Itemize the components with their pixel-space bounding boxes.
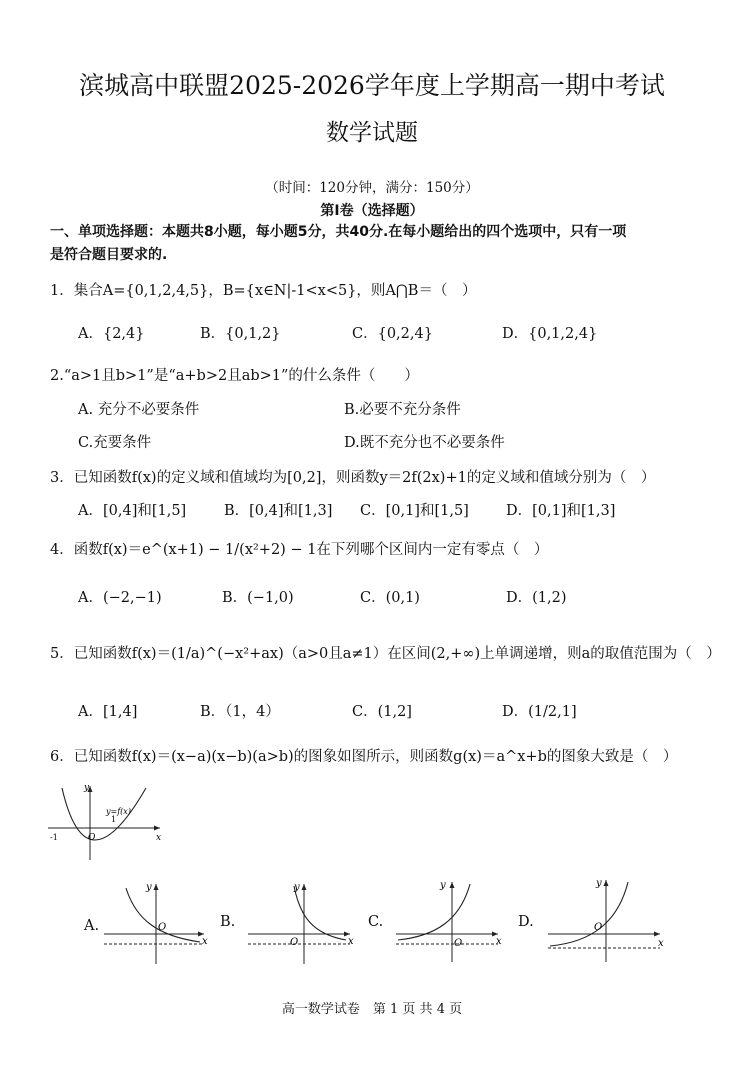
question-6-option-b-graph bbox=[244, 878, 360, 968]
exam-meta: （时间：120分钟，满分：150分） bbox=[265, 180, 479, 196]
figure-tick-1: 1 bbox=[111, 815, 117, 824]
question-2-option-b: B.必要不充分条件 bbox=[344, 402, 461, 418]
question-2-stem: 2.“a>1且b>1”是“a+b>2且ab>1”的什么条件（ ） bbox=[50, 368, 419, 384]
graph-axis-label: O bbox=[290, 937, 299, 948]
figure-origin-label: O bbox=[88, 833, 96, 843]
figure-tick-neg1: -1 bbox=[50, 833, 58, 842]
question-4-option-d: D．(1,2) bbox=[506, 590, 567, 606]
section-instructions-line1: 一、单项选择题：本题共8小题，每小题5分，共40分.在每小题给出的四个选项中，只有一项 bbox=[50, 224, 627, 240]
question-6-option-d-graph bbox=[544, 874, 670, 964]
section-instructions-line2: 是符合题目要求的. bbox=[50, 247, 168, 263]
question-1-option-a: A．{2,4} bbox=[78, 326, 145, 342]
question-2-option-a: A. 充分不必要条件 bbox=[78, 402, 200, 418]
volume-heading: 第Ⅰ卷（选择题） bbox=[320, 203, 424, 219]
question-2-option-d: D.既不充分也不必要条件 bbox=[344, 435, 505, 451]
question-6-option-b-label: B. bbox=[220, 914, 236, 930]
figure-y-label: y bbox=[84, 783, 90, 793]
graph-axis-label: O bbox=[594, 922, 603, 933]
graph-axis-label: y bbox=[294, 882, 300, 893]
question-5-option-a: A．[1,4] bbox=[78, 704, 138, 720]
question-5-stem: 5．已知函数f(x)＝(1/a)^(−x²+ax)（a>0且a≠1）在区间(2,+∞)上单调递增，则a的取值范围为（ ） bbox=[50, 646, 721, 662]
question-6-figure bbox=[44, 780, 174, 862]
question-3-option-c: C．[0,1]和[1,5] bbox=[360, 503, 469, 519]
question-1-option-b: B．{0,1,2} bbox=[200, 326, 281, 342]
question-6-stem: 6．已知函数f(x)＝(x−a)(x−b)(a>b)的图象如图所示，则函数g(x)＝a^x+b的图象大致是（ ） bbox=[50, 749, 678, 765]
graph-axis-label: y bbox=[146, 882, 152, 893]
question-1-option-d: D．{0,1,2,4} bbox=[502, 326, 598, 342]
question-3-option-b: B．[0,4]和[1,3] bbox=[224, 503, 333, 519]
page-footer: 高一数学试卷 第 1 页 共 4 页 bbox=[281, 1002, 463, 1017]
question-4-option-b: B．(−1,0) bbox=[222, 590, 294, 606]
question-3-stem: 3．已知函数f(x)的定义域和值域均为[0,2]，则函数y＝2f(2x)+1的定义域和值域分别为（ ） bbox=[50, 470, 656, 486]
graph-axis-label: y bbox=[440, 880, 446, 891]
question-4-stem: 4．函数f(x)＝e^(x+1) − 1/(x²+2) − 1在下列哪个区间内一定有零点（ ） bbox=[50, 542, 549, 558]
question-2-option-c: C.充要条件 bbox=[78, 435, 152, 451]
question-6-option-c-graph bbox=[392, 876, 508, 966]
graph-axis-label: x bbox=[658, 938, 664, 949]
graph-axis-label: x bbox=[496, 936, 502, 947]
question-1-stem: 1．集合A={0,1,2,4,5}，B={x∈N|-1<x<5}，则A⋂B＝（ ） bbox=[50, 283, 477, 299]
graph-axis-label: x bbox=[202, 936, 208, 947]
figure-x-label: x bbox=[156, 833, 162, 843]
figure-curve-label: y=f(x) bbox=[106, 807, 131, 816]
graph-axis-label: y bbox=[596, 878, 602, 889]
graph-axis-label: x bbox=[348, 936, 354, 947]
graph-axis-label: O bbox=[158, 922, 167, 933]
question-1-option-c: C．{0,2,4} bbox=[352, 326, 433, 342]
question-4-option-c: C．(0,1) bbox=[360, 590, 420, 606]
question-5-option-b: B．（1，4） bbox=[200, 704, 280, 720]
question-6-option-a-graph bbox=[100, 878, 212, 968]
question-6-option-a-label: A. bbox=[84, 918, 100, 934]
question-3-option-d: D．[0,1]和[1,3] bbox=[506, 503, 616, 519]
question-6-option-d-label: D. bbox=[518, 914, 534, 930]
exam-title: 滨城高中联盟2025-2026学年度上学期高一期中考试 bbox=[79, 71, 665, 100]
question-3-option-a: A．[0,4]和[1,5] bbox=[78, 503, 187, 519]
question-4-option-a: A．(−2,−1) bbox=[78, 590, 162, 606]
exam-subtitle: 数学试题 bbox=[326, 120, 418, 146]
question-5-option-d: D．(1/2,1] bbox=[502, 704, 577, 720]
graph-axis-label: O bbox=[454, 938, 463, 949]
question-6-option-c-label: C. bbox=[368, 914, 384, 930]
question-5-option-c: C．(1,2] bbox=[352, 704, 412, 720]
